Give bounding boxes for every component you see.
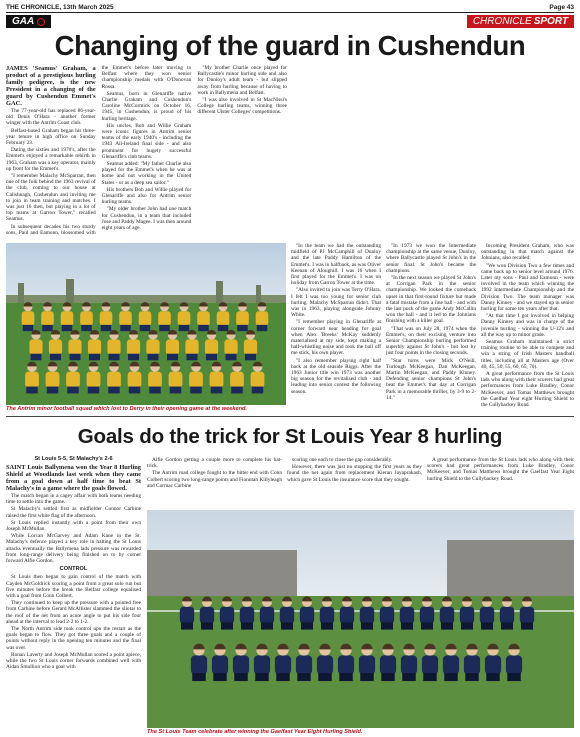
- story1-paragraph: "We won Division Two a few times and came back up to senior level around 1976. Later my sons - Paul and Eamonn - were involved in the team which winning the 1992 Intermediate Championship and the Division Two. The team manager was Danny Kinney - and we stayed up in senior hurling for some ten years after that.: [481, 262, 574, 313]
- squad-photo-illustration: [6, 243, 286, 405]
- gaa-badge: [6, 15, 51, 28]
- page-number: Page 43: [549, 3, 574, 11]
- story2-paragraph: St Louis replied instantly with a point from their own Joseph McMullan.: [6, 519, 141, 533]
- story2-subhead: CONTROL: [59, 566, 88, 573]
- story1-caption: The Antrim minor football squad which lost to Derry in their opening game at the weekend.: [6, 406, 247, 412]
- story1-paragraph: "I was also involved in St MacNissi's College hurling teams, winning three different Ulster Colleges' competitions.: [197, 97, 287, 116]
- story1-lead: JAMES 'Seamus' Graham, a product of a prestigious hurling family pedigree, is the new President in a changing of the guard by Cushendun Emmet's GAC.: [6, 65, 96, 107]
- story1-paragraph: "My brother Charlie once played for Ballycastle's minor hurling side and also for Dunloy's adult team - but slipped away from hurling because of having to work in Ballymena and Belfast.: [197, 65, 287, 96]
- story-divider: [6, 416, 574, 417]
- story1-paragraph: Dating the sixties and 1970's, after the Emmet's enjoyed a remarkable rebirth in 1963, Graham was a key operator, mainly up front for the Emmet's.: [6, 147, 96, 172]
- story1-paragraph: "In the team we had the outstanding midfield of PJ McCamphill of Dunloy and the late Paddy Hamilton of the Emmet's. I was in halfback, as was Oliver Keenan of Aloughill. I was 16 when I first played for the Emmet's. I was on holiday from Garron Tower at the time.: [291, 243, 381, 287]
- story2-paragraph: Ronan Laverty and Joseph McMullan scored a point apiece, while the two St Louis corner forwards combined well with Aidan Smullion who a goal with: [6, 651, 141, 671]
- story2-paragraph: scoring one each to close the gap considerably.: [292, 457, 393, 463]
- story1-paragraph: "In the next season we played St John's at Corrigan Park in the senior championship. We looked the comeback upset in that first-round fixture but made a fatal mistake from a line ball - and with the last puck of the game Andy McCallin won the ball - and it led to the Johnians finishing with a killer goal.: [386, 275, 476, 325]
- story2-scoreline: St Louis 5-5, St Malachy's 2-6: [34, 456, 113, 462]
- story2-celebration-photo: [147, 510, 574, 728]
- paper-date: THE CHRONICLE, 13th March 2025: [6, 3, 114, 11]
- story1-paragraph: The 77-year-old has replaced 86-year-old Denis O'Hara - another former winger with the Antrim Coast club.: [6, 108, 96, 127]
- story2-paragraph: St Louis then began to gain control of the match with Cayden McGoldrick scoring a point from a great solo run but five minutes before the break the Belfast college equalised with a goal from Conn Colbert.: [6, 574, 141, 600]
- story1-paragraph: "I remember Malachy McSparran, then one of the folk behind the 1963 revival of the club, coming to our house at Calishnagh, Cushendun and inviting me to join in team training and matches. I was just 16 then, but playing in a lot of top teams at Garron Tower," recalled Seamus.: [6, 173, 96, 223]
- story1-paragraph: Seamus Graham maintained a strict training routine to be able to compete and win a string of Irish Masters handball titles, including all at Masters age (Over 40, 45, 50, 55, 60, 65, 70).: [481, 339, 574, 370]
- story1-column-5: [481, 243, 574, 413]
- masthead: [6, 3, 574, 13]
- gaa-label: GAA: [12, 16, 35, 27]
- story2-paragraph: The Antrim road college fought to the bitter end with Conn Colbert scoring two long-range points and Fionntan Killyleagh and Cormac Carbine: [147, 470, 282, 489]
- story1-headline: Changing of the guard in Cushendun: [54, 30, 526, 61]
- story1-paragraph: Seamus added: "My father Charlie also played for the Emmet's when he was at home and not working in the United States - or as a deep sea sailor.": [101, 161, 192, 186]
- story1-paragraph: Belfast-based Graham began his three-year tenure in high office on Sunday February 23.: [6, 127, 96, 147]
- story1-paragraph: His uncles, Bob and Willie Graham were iconic figures in Antrim senior teams of the early 1940's - including the 1943 All-Ireland final side - and also prominent for hugely successful Glenariffe's club teams.: [101, 122, 192, 160]
- story1-paragraph: "In 1973 we won the Intermediate championship at the same venue, Dunloy, where Ballycastle played St John's in the senior final. St John's became the champions.: [386, 243, 476, 274]
- story1-team-photo: [6, 243, 286, 405]
- chronicle-sport-badge: [467, 15, 574, 28]
- story2-lead: SAINT Louis Ballymena won the Year 8 Hurling Shield at Woodlands last week when they came from a goal down at half time to beat St Malachy's in a game where the goals flowed.: [6, 464, 141, 492]
- story1-paragraph: "Star turns were Mick O'Neill, Turlough McKeegan, Dan McKeegan, Martin McKeegan, and Paddy Kinney. Defending senior champions St John's beat the Emmet's that day at Corrigan Park in a memorable thriller, by 3-9 to 2-14.": [386, 357, 476, 401]
- story1-body-top: [6, 65, 574, 240]
- player-figure: [178, 302, 191, 331]
- story2-column-1: [6, 464, 141, 730]
- sport-label: SPORT: [533, 16, 568, 27]
- story2-paragraph: St Malachy's settled first as midfielder Connor Carbine raised the first white flag of the afternoon.: [6, 506, 141, 519]
- story1-paragraph: "My older brother John had one match for Cushendun, in a team that included Jose and Paddy Magee. I was then around eight years of age.: [101, 206, 192, 232]
- story2-paragraph: While Lorcan McGarvey and Adam Kane in the St. Malachy's defence played a key role in halting the St Louis attacks eventually the Ballymena lads pressure was rewarded from long-range delivery being finished on to by corner forward Alfie Gordon.: [6, 533, 141, 565]
- story2-paragraph: The North Antrim side took control upn the restart as the goals began to flow. They got three goals and a couple of points without reply in the opening ten minutes and the final was over.: [6, 626, 141, 651]
- story1-paragraph: His brothers Bob and Willie played for Glenariffe and also for Antrim senior hurling teams.: [101, 186, 192, 206]
- story1-paragraph: "I also remember playing right half back at the old seaside Riggs. After the 1963 Junior title win 1973 was another big season for the revitalised club - and leading into senior contest the following season.: [291, 357, 381, 395]
- story2-column-2: [147, 457, 282, 507]
- story1-paragraph: "I remember playing in Glenariffe at corner forward near heading for goal when Alex 'Breeks' McKay suddenly materialised at my side, kept making a half-whistling noise and took the ball off me stick, his own player.: [291, 319, 381, 357]
- brand-label: CHRONICLE: [472, 16, 532, 27]
- story2-paragraph: The match began in a cagey affair with both teams needing time to settle into the game.: [6, 493, 141, 506]
- story1-paragraph: Incoming President Graham, who was outstanding in that match against the Johnians, also recalled:: [481, 243, 574, 262]
- story2-column-4: [427, 457, 574, 507]
- story2-caption: The St Louis Team celebrate after winning the Gaelfast Year Eight Hurling Shield.: [147, 729, 363, 735]
- story1-paragraph: "That was on July 28, 1974 when the Emmet's, on their excising venture into Senior Championship hurling performed superbly against St John's - but lost by just four points in the closing seconds.: [386, 325, 476, 357]
- gaa-crest-icon: [37, 18, 45, 26]
- player-figure: [139, 302, 152, 331]
- section-bar: [6, 15, 574, 28]
- story1-paragraph: "At that time I got involved in helping Danny Kinney and was in charge of the juvenile hurling - winning the U-12's and all the way up to minor grade.: [481, 313, 574, 338]
- story2-headline: Goals do the trick for St Louis Year 8 hurling: [77, 425, 503, 448]
- story1-column-4: [386, 243, 476, 413]
- story1-paragraph: Seamus, born in Glenariffe native Charlie Graham and Cushendun's Caroline McCormick on October 16, 1945, in Cushendun, is proud of his hurling heritage.: [101, 90, 192, 122]
- story2-paragraph: They continued to keep up the pressure with a pointed free from Carbine before Gerard McAllister slammed the sliotar to the roof of the net from an acute angle to put his side four ahead at the interval to lead 2-2 to 1-2.: [6, 600, 141, 625]
- story1-paragraph: "Also invited to join was Terry O'Hara. I felt I was too young for senior club hurling. Malachy McSparran didn't. That was in 1963, playing alongside Johnny White.: [291, 287, 381, 319]
- story1-paragraph: In subsequent decades his two sturdy sons, Paul and Eamonn, blossomed with the Emmet's before later moving to Belfast where they won senior championship medals with O'Donovan Rossa.: [6, 65, 192, 236]
- story1-column-3: [291, 243, 381, 413]
- story2-paragraph: A great performance from the St Louis lads who along with their scorers had great performances from Luke Bradley, Conor McKeever, and Tomas Matthews brought the Gaelfast Year Eight hurling Shield to the Cullybackey Road.: [427, 457, 574, 482]
- story2-column-3: [287, 457, 422, 507]
- story1-paragraph: A great performance from the St Louis lads who along with their scorers had great performances from Luke Bradley, Conor McKeever, and Tomas Matthews brought the Gaelfast Year eight Hurling Shield to the Cullybackey Road.: [481, 371, 574, 409]
- story2-paragraph: Alfie Gordon getting a couple more to complete his hat-trick.: [147, 457, 282, 470]
- story2-paragraph: However, there was just no stopping the first years as they found the net again from replacement Kieran Jayaprakash, which gave St Louis the insurance score that they sought.: [287, 464, 422, 483]
- celebration-photo-illustration: [147, 510, 574, 728]
